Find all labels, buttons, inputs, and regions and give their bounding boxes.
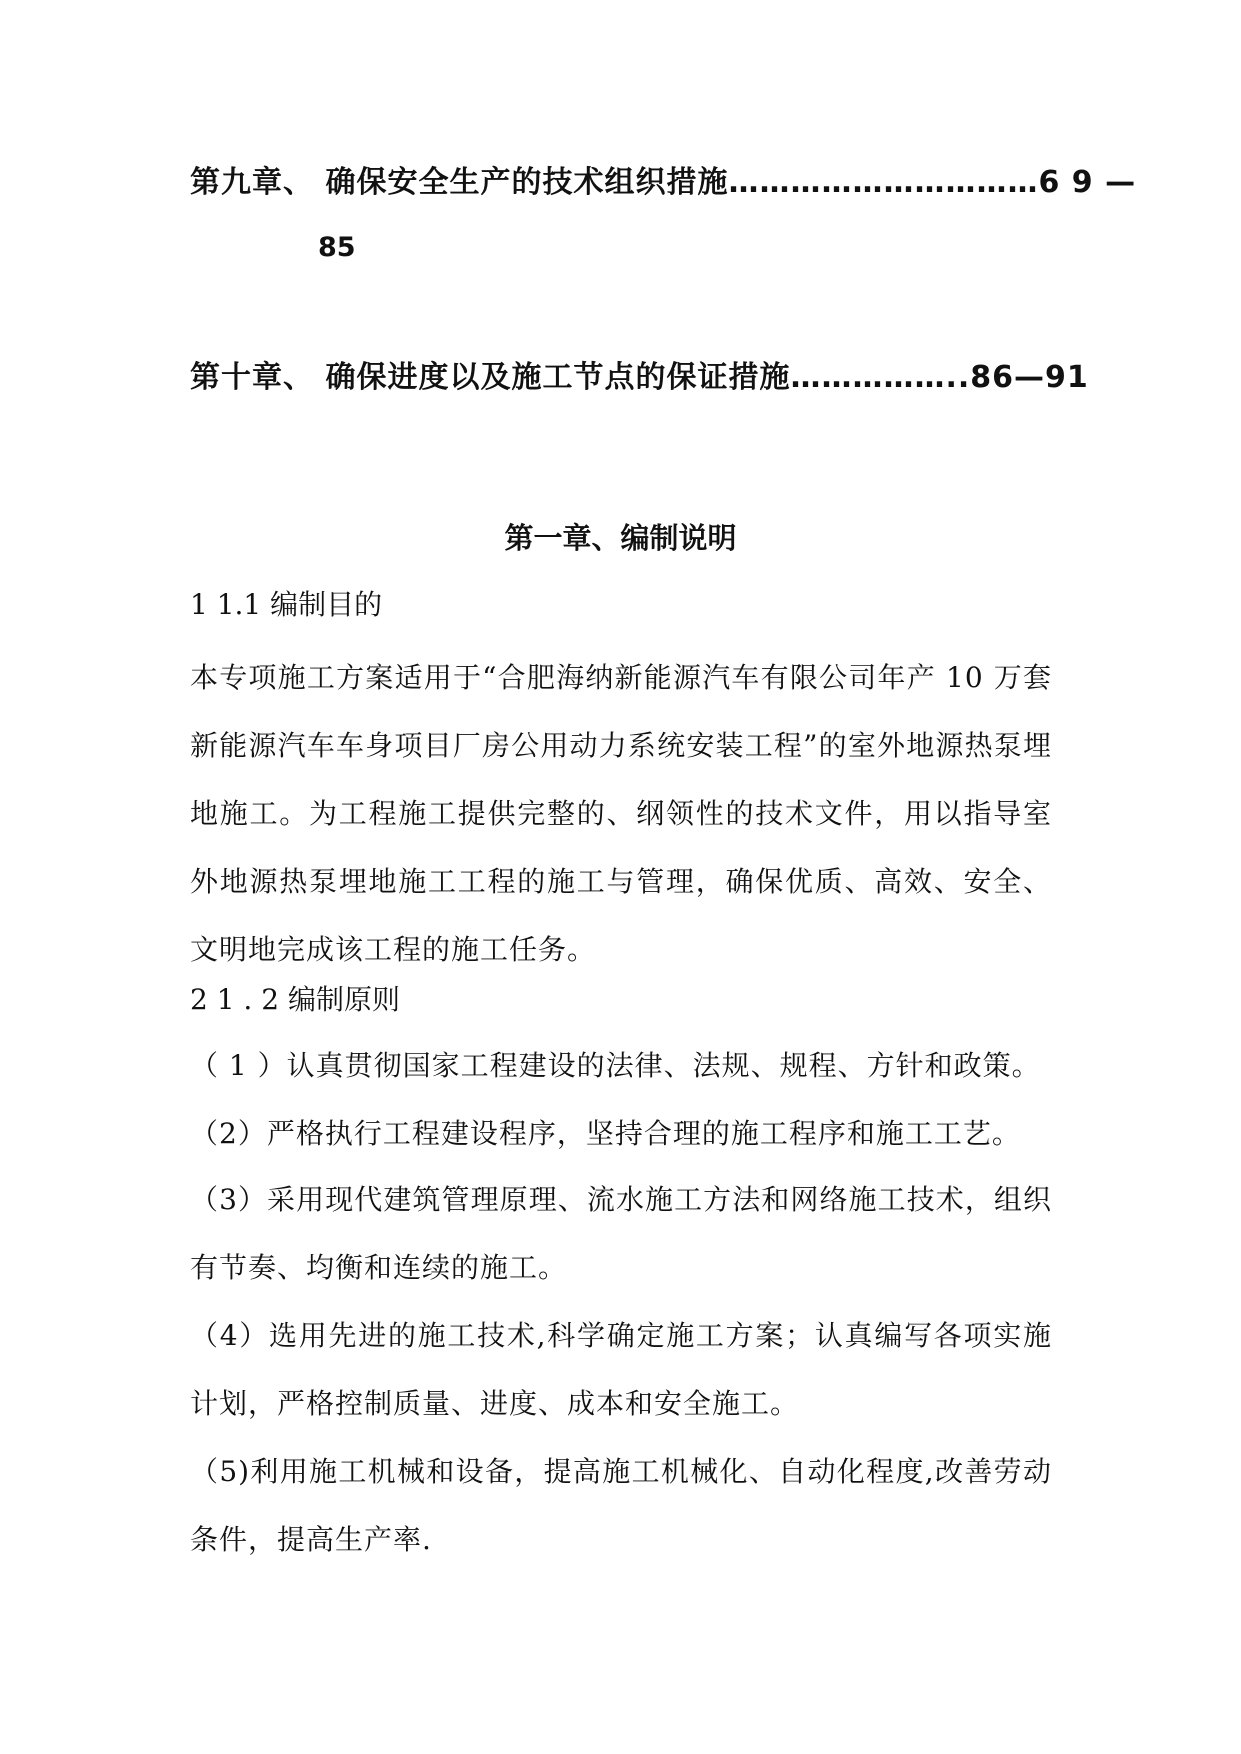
principle-item-3: （3）采用现代建筑管理原理、流水施工方法和网络施工技术，组织有节奏、均衡和连续的施工。 <box>190 1183 1052 1284</box>
toc-entry-chapter-9: 第九章、 确保安全生产的技术组织措施…………………………6 9 — <box>190 165 1137 200</box>
principle-item-2: （2）严格执行工程建设程序，坚持合理的施工程序和施工工艺。 <box>190 1117 1021 1150</box>
toc-entry-chapter-10: 第十章、 确保进度以及施工节点的保证措施……………..86—91 <box>190 360 1089 395</box>
section-heading-1-1: 1 1.1 编制目的 <box>190 588 383 621</box>
principle-item-1: （ 1 ）认真贯彻国家工程建设的法律、法规、规程、方针和政策。 <box>190 1049 1041 1082</box>
toc-entry-chapter-9-page-continuation: 85 <box>318 232 356 263</box>
principle-item-4: （4）选用先进的施工技术,科学确定施工方案；认真编写各项实施计划，严格控制质量、进度、成本和安全施工。 <box>190 1319 1052 1420</box>
section-1-1-paragraph: 本专项施工方案适用于“合肥海纳新能源汽车有限公司年产 10 万套新能源汽车车身项目厂房公用动力系统安装工程”的室外地源热泵埋地施工。为工程施工提供完整的、纲领性的技术文件，用以指导室外地源热泵埋地施工工程的施工与管理，确保优质、高效、安全、文明地完成该工程的施工任务。 <box>190 661 1052 966</box>
chapter-title: 第一章、编制说明 <box>504 521 737 555</box>
principle-item-5: （5)利用施工机械和设备，提高施工机械化、自动化程度,改善劳动条件，提高生产率. <box>190 1455 1052 1556</box>
section-heading-1-2: 2 1 . 2 编制原则 <box>190 983 400 1016</box>
